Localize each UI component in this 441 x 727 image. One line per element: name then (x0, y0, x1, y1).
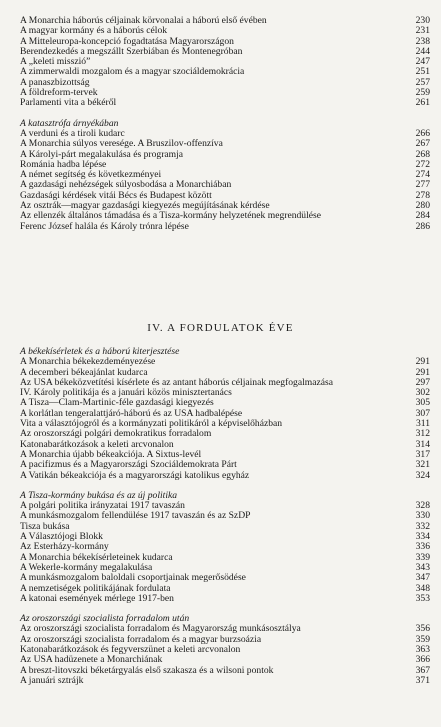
toc-entry-page-number: 291 (415, 357, 430, 368)
toc-entry-page-number: 257 (415, 77, 430, 88)
toc-entry[interactable] (20, 460, 430, 470)
toc-entry-page-number: 307 (415, 408, 430, 419)
toc-entry[interactable] (20, 440, 430, 450)
toc-entry-page-number: 367 (415, 665, 430, 676)
section-title: A békekísérletek és a háború kiterjesztése (20, 346, 180, 357)
section-title: A katasztrófa árnyékában (20, 117, 119, 129)
toc-entry[interactable] (20, 47, 430, 57)
toc-entry[interactable] (20, 180, 430, 190)
toc-entry-page-number: 356 (415, 624, 430, 635)
toc-entry[interactable] (20, 542, 430, 552)
toc-entry-page-number: 311 (415, 419, 430, 430)
toc-entry-page-number: 334 (415, 532, 430, 543)
toc-block-part3-end (20, 16, 430, 232)
toc-entry-title: A zimmerwaldi mozgalom és a magyar szociáldemokrácia (20, 67, 245, 78)
toc-entry-title: A januári sztrájk (20, 675, 84, 686)
toc-entry-page-number: 268 (415, 149, 430, 160)
toc-entry-title: A breszt-litovszki béketárgyalás első szakasza és a wilsoni pontok (20, 665, 274, 676)
toc-entry-title: A Monarchia újabb békeakciója. A Sixtus-levél (20, 449, 202, 460)
toc-entry-title: Tisza bukása (20, 521, 70, 532)
toc-entry-page-number: 324 (415, 470, 430, 481)
toc-entry[interactable] (20, 594, 430, 604)
toc-entry-title: Az oroszországi szocialista forradalom és Magyarország munkásosztálya (20, 624, 301, 635)
toc-entry-title: A Wekerle-kormány megalakulása (20, 562, 153, 573)
toc-entry-title: A panaszbizottság (20, 77, 90, 88)
toc-entry-title: A gazdasági nehézségek súlyosbodása a Monarchiában (20, 180, 232, 191)
toc-entry-page-number: 266 (415, 128, 430, 139)
toc-entry[interactable] (20, 88, 430, 98)
toc-entry-title: A decemberi békeajánlat kudarca (20, 367, 148, 378)
toc-entry[interactable] (20, 222, 430, 232)
toc-entry-page-number: 371 (415, 675, 430, 686)
part-title: IV. A FORDULATOK ÉVE (147, 322, 294, 334)
toc-entry[interactable] (20, 584, 430, 594)
toc-entry-title: A „keleti misszió” (20, 57, 91, 68)
toc-entry-title: A Monarchia háborús céljainak körvonalai a háború első évében (20, 16, 267, 26)
toc-entry-title: Az oroszországi szocialista forradalom és a magyar burzsoázia (20, 634, 262, 645)
toc-entry[interactable] (20, 398, 430, 408)
toc-entry-title: Az ellenzék általános támadása és a Tisza-kormány helyzetének megrendülése (20, 210, 322, 222)
toc-entry-page-number: 284 (415, 210, 430, 222)
toc-entry-title: Az osztrák—magyar gazdasági kiegyezés megújításának kérdése (20, 201, 270, 212)
toc-entry-page-number: 312 (415, 429, 430, 440)
toc-entry-page-number: 305 (415, 398, 430, 409)
toc-entry[interactable] (20, 378, 430, 388)
toc-entry[interactable] (20, 409, 430, 419)
toc-entry-page-number: 321 (415, 460, 430, 471)
toc-entry[interactable] (20, 563, 430, 573)
toc-entry-page-number: 277 (415, 180, 430, 191)
toc-entry[interactable] (20, 532, 430, 542)
toc-entry-title: A nemzetiségek politikájának fordulata (20, 583, 171, 594)
toc-entry[interactable] (20, 471, 430, 481)
toc-entry-title: Katonabarátkozások a keleti arcvonalon (20, 439, 174, 450)
toc-entry-page-number: 336 (415, 542, 430, 553)
toc-entry-page-number: 272 (415, 159, 430, 170)
toc-entry-page-number: 314 (415, 439, 430, 450)
toc-entry[interactable] (20, 645, 430, 655)
section-title: Az oroszországi szocialista forradalom után (20, 613, 190, 625)
toc-entry-page-number: 302 (415, 388, 430, 399)
toc-entry-page-number: 359 (415, 634, 430, 645)
toc-entry-title: Az oroszországi polgári demokratikus forradalom (20, 429, 212, 440)
toc-entry-title: Románia hadba lépése (20, 159, 107, 170)
toc-entry-page-number: 317 (415, 449, 430, 460)
toc-entry-page-number: 328 (415, 501, 430, 512)
toc-entry[interactable] (20, 16, 430, 26)
toc-entry[interactable] (20, 26, 430, 36)
toc-entry-page-number: 267 (415, 139, 430, 150)
toc-entry-page-number: 280 (415, 201, 430, 212)
toc-entry-title: A Tisza—Clam-Martinic-féle gazdasági kiegyezés (20, 398, 214, 409)
toc-entry-title: Gazdasági kérdések vitái Bécs és Budapest között (20, 190, 212, 201)
toc-entry-title: A Monarchia békekezdeményezése (20, 357, 156, 368)
toc-entry[interactable] (20, 419, 430, 429)
toc-entry-page-number: 339 (415, 552, 430, 563)
toc-entry[interactable] (20, 170, 430, 180)
toc-entry-page-number: 274 (415, 170, 430, 181)
toc-entry-title: Vita a választójogról és a kormányzati politikáról a képviselőházban (20, 419, 283, 430)
toc-entry[interactable] (20, 511, 430, 521)
toc-entry-title: A magyar kormány és a háborús célok (20, 26, 168, 37)
toc-entry-page-number: 343 (415, 562, 430, 573)
toc-entry[interactable] (20, 67, 430, 77)
toc-entry-title: Katonabarátkozások és fegyverszünet a keleti arcvonalon (20, 645, 241, 656)
toc-entry[interactable] (20, 211, 430, 221)
toc-entry[interactable] (20, 78, 430, 88)
toc-entry[interactable] (20, 57, 430, 67)
toc-entry-page-number: 231 (415, 26, 430, 37)
toc-entry-title: A munkásmozgalom baloldali csoportjainak megerősödése (20, 573, 246, 584)
toc-entry-page-number: 291 (415, 367, 430, 378)
toc-entry-title: Az USA békeközvetítési kísérlete és az antant háborús céljainak megfogalmazása (20, 376, 334, 388)
toc-entry-title: A korlátlan tengeralattjáró-háború és az USA hadbalépése (20, 408, 243, 419)
toc-entry-title: A német segítség és következményei (20, 170, 162, 181)
toc-entry-title: A verduni és a tiroli kudarc (20, 128, 125, 139)
toc-entry-title: A polgári politika irányzatai 1917 tavaszán (20, 501, 185, 512)
toc-entry[interactable] (20, 191, 430, 201)
toc-entry-title: A földreform-tervek (20, 88, 98, 99)
toc-entry-page-number: 286 (415, 221, 430, 232)
toc-entry-page-number: 278 (415, 190, 430, 201)
toc-entry-page-number: 363 (415, 645, 430, 656)
toc-entry-title: A katonai események mérlege 1917-ben (20, 593, 174, 604)
toc-entry-title: A pacifizmus és a Magyarországi Szociáldemokrata Párt (20, 460, 237, 471)
toc-entry[interactable] (20, 37, 430, 47)
toc-entry-title: A Monarchia békekísérleteinek kudarca (20, 552, 173, 563)
toc-entry[interactable] (20, 129, 430, 139)
toc-entry[interactable] (20, 666, 430, 676)
toc-entry-title: A Vatikán békeakciója és a magyarországi katolikus egyház (20, 470, 250, 481)
toc-entry-title: Az Esterházy-kormány (20, 542, 109, 553)
toc-entry-title: A Károlyi-párt megalakulása és programja (20, 149, 184, 160)
toc-entry[interactable] (20, 160, 430, 170)
toc-entry-title: Berendezkedés a megszállt Szerbiában és Montenegróban (20, 46, 243, 57)
toc-entry-title: Az USA hadüzenete a Monarchiának (20, 655, 163, 666)
toc-entry[interactable] (20, 429, 430, 439)
toc-entry[interactable] (20, 655, 430, 665)
toc-entry-page-number: 238 (415, 36, 430, 47)
toc-entry-page-number: 259 (415, 88, 430, 99)
toc-entry-page-number: 244 (415, 46, 430, 57)
toc-entry[interactable] (20, 573, 430, 583)
toc-entry-page-number: 348 (415, 583, 430, 594)
toc-entry[interactable] (20, 553, 430, 563)
toc-entry-page-number: 261 (415, 98, 430, 109)
toc-entry-page-number: 230 (415, 16, 430, 26)
toc-entry-title: A Monarchia súlyos veresége. A Bruszilov-offenzíva (20, 139, 223, 150)
toc-entry[interactable] (20, 450, 430, 460)
toc-entry-title: Ferenc József halála és Károly trónra lépése (20, 221, 189, 232)
toc-entry-title: A munkásmozgalom fellendülése 1917 tavaszán és az SzDP (20, 511, 251, 522)
toc-entry[interactable] (20, 388, 430, 398)
toc-entry-title: IV. Károly politikája és a januári közös minisztertanács (20, 388, 232, 399)
toc-entry-page-number: 366 (415, 655, 430, 666)
toc-entry-title: A Választójogi Blokk (20, 532, 103, 543)
toc-entry-page-number: 247 (415, 57, 430, 68)
toc-entry-page-number: 332 (415, 521, 430, 532)
toc-entry[interactable] (20, 139, 430, 149)
toc-entry[interactable] (20, 624, 430, 634)
toc-entry-page-number: 251 (415, 67, 430, 78)
toc-block-part4 (20, 347, 430, 686)
section-title: A Tisza-kormány bukása és az új politika (20, 489, 178, 501)
toc-entry-title: Parlamenti vita a békéről (20, 98, 117, 109)
toc-entry[interactable] (20, 98, 430, 108)
toc-entry-page-number: 330 (415, 511, 430, 522)
toc-entry-page-number: 353 (415, 593, 430, 604)
toc-entry[interactable] (20, 522, 430, 532)
toc-entry[interactable] (20, 635, 430, 645)
toc-entry[interactable] (20, 150, 430, 160)
toc-entry-title: A Mitteleuropa-koncepció fogadtatása Magyarországon (20, 36, 234, 47)
toc-entry[interactable] (20, 501, 430, 511)
toc-entry-page-number: 297 (415, 376, 430, 388)
toc-entry[interactable] (20, 357, 430, 367)
toc-entry[interactable] (20, 676, 430, 686)
toc-entry-page-number: 347 (415, 573, 430, 584)
